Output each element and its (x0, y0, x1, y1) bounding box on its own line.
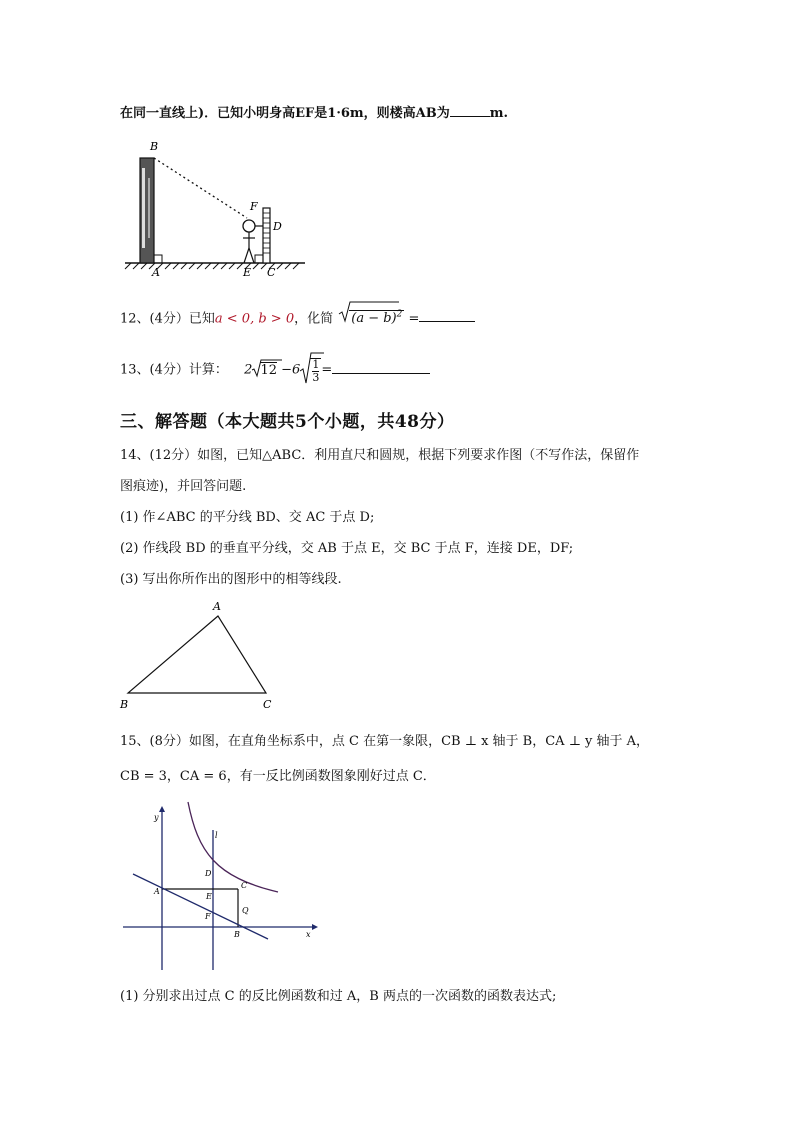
sqrt-sign-icon (339, 302, 351, 324)
fig11-label-d: D (273, 220, 282, 233)
q13-sqrt-frac (300, 356, 321, 384)
q13-term2-coef: 6 (292, 362, 301, 378)
q13-frac-num: 1 (312, 358, 320, 371)
q14-part3: (3) 写出你所作出的图形中的相等线段. (120, 572, 342, 587)
right-angle-e (255, 255, 263, 263)
q12-exponent: 2 (396, 310, 403, 320)
q12-line (120, 306, 475, 328)
fig15-label-x: x (306, 930, 311, 939)
q12-mid: ，化简 (294, 311, 334, 327)
fig15-label-q: Q (242, 906, 249, 915)
fig14-label-c: C (263, 698, 272, 711)
q14-line2: 图痕迹)，并回答问题. (120, 479, 247, 494)
q13-prefix: 13、(4分）计算： (120, 362, 228, 378)
triangle-abc (128, 616, 266, 693)
q15-line2: CB = 3，CA = 6，有一反比例函数图象刚好过点 C． (120, 769, 436, 784)
q14-part1: (1) 作∠ABC 的平分线 BD、交 AC 于点 D; (120, 510, 375, 525)
q11-figure (125, 138, 325, 278)
sqrt-sign-icon (300, 353, 312, 385)
fig14-label-b: B (120, 698, 129, 711)
q13-line (120, 356, 430, 384)
q14-line1: 14、(12分）如图，已知△ABC．利用直尺和圆规，根据下列要求作图（不写作法，保留作 (120, 448, 640, 463)
q12-equals: = (408, 311, 420, 327)
fig11-label-a: A (152, 266, 160, 279)
right-angle-a (154, 255, 162, 263)
fig15-label-b: B (234, 930, 240, 939)
fig15-label-a: A (154, 887, 160, 896)
q15-coordinate-figure (120, 802, 330, 972)
person-head (243, 220, 255, 232)
q11-answer-blank (450, 104, 490, 117)
q12-answer-blank (419, 309, 475, 322)
q12-sqrt-expression (339, 306, 404, 328)
sight-line-bf (154, 158, 247, 218)
q13-minus: − (281, 362, 293, 378)
q12-condition: a < 0, b > 0 (214, 311, 295, 327)
fig15-label-d: D (205, 869, 212, 878)
fig15-label-f: F (205, 912, 211, 921)
fig11-label-c: C (267, 266, 276, 279)
sqrt-sign-icon (252, 360, 262, 378)
fig15-label-l: l (215, 831, 218, 840)
post-cd (263, 208, 270, 263)
q14-triangle-figure (118, 598, 288, 711)
hyperbola-curve (188, 802, 278, 892)
fig15-label-c: C (241, 881, 248, 890)
fig15-label-y: y (154, 813, 159, 822)
q12-prefix: 12、(4分）已知 (120, 311, 215, 327)
q11-tail-line (120, 104, 508, 123)
q13-equals: = (321, 362, 333, 378)
q13-frac-den: 3 (312, 371, 320, 384)
fig11-label-b: B (150, 140, 159, 153)
q15-line1: 15、(8分）如图，在直角坐标系中，点 C 在第一象限，CB ⊥ x 轴于 B，CA ⊥ y 轴于 A， (120, 734, 650, 749)
fig14-label-a: A (213, 600, 221, 613)
fig11-label-f: F (250, 200, 258, 213)
q13-answer-blank (332, 361, 430, 374)
q13-sqrt12: 12 (252, 362, 277, 380)
q11-unit: m. (489, 106, 509, 121)
q12-radicand: (a − b) (351, 311, 397, 327)
fig15-label-e: E (206, 892, 212, 901)
q14-part2: (2) 作线段 BD 的垂直平分线，交 AB 于点 E，交 BC 于点 F，连接 DE，DF; (120, 541, 574, 556)
q15-part1: (1) 分别求出过点 C 的反比例函数和过 A，B 两点的一次函数的函数表达式; (120, 989, 557, 1004)
section-3-heading: 三、解答题（本大题共5个小题，共48分） (120, 412, 455, 432)
q13-term1-coef: 2 (244, 362, 253, 378)
fig11-label-e: E (243, 266, 252, 279)
q11-text: 在同一直线上)．已知小明身高EF是1·6m，则楼高AB为 (120, 106, 450, 121)
